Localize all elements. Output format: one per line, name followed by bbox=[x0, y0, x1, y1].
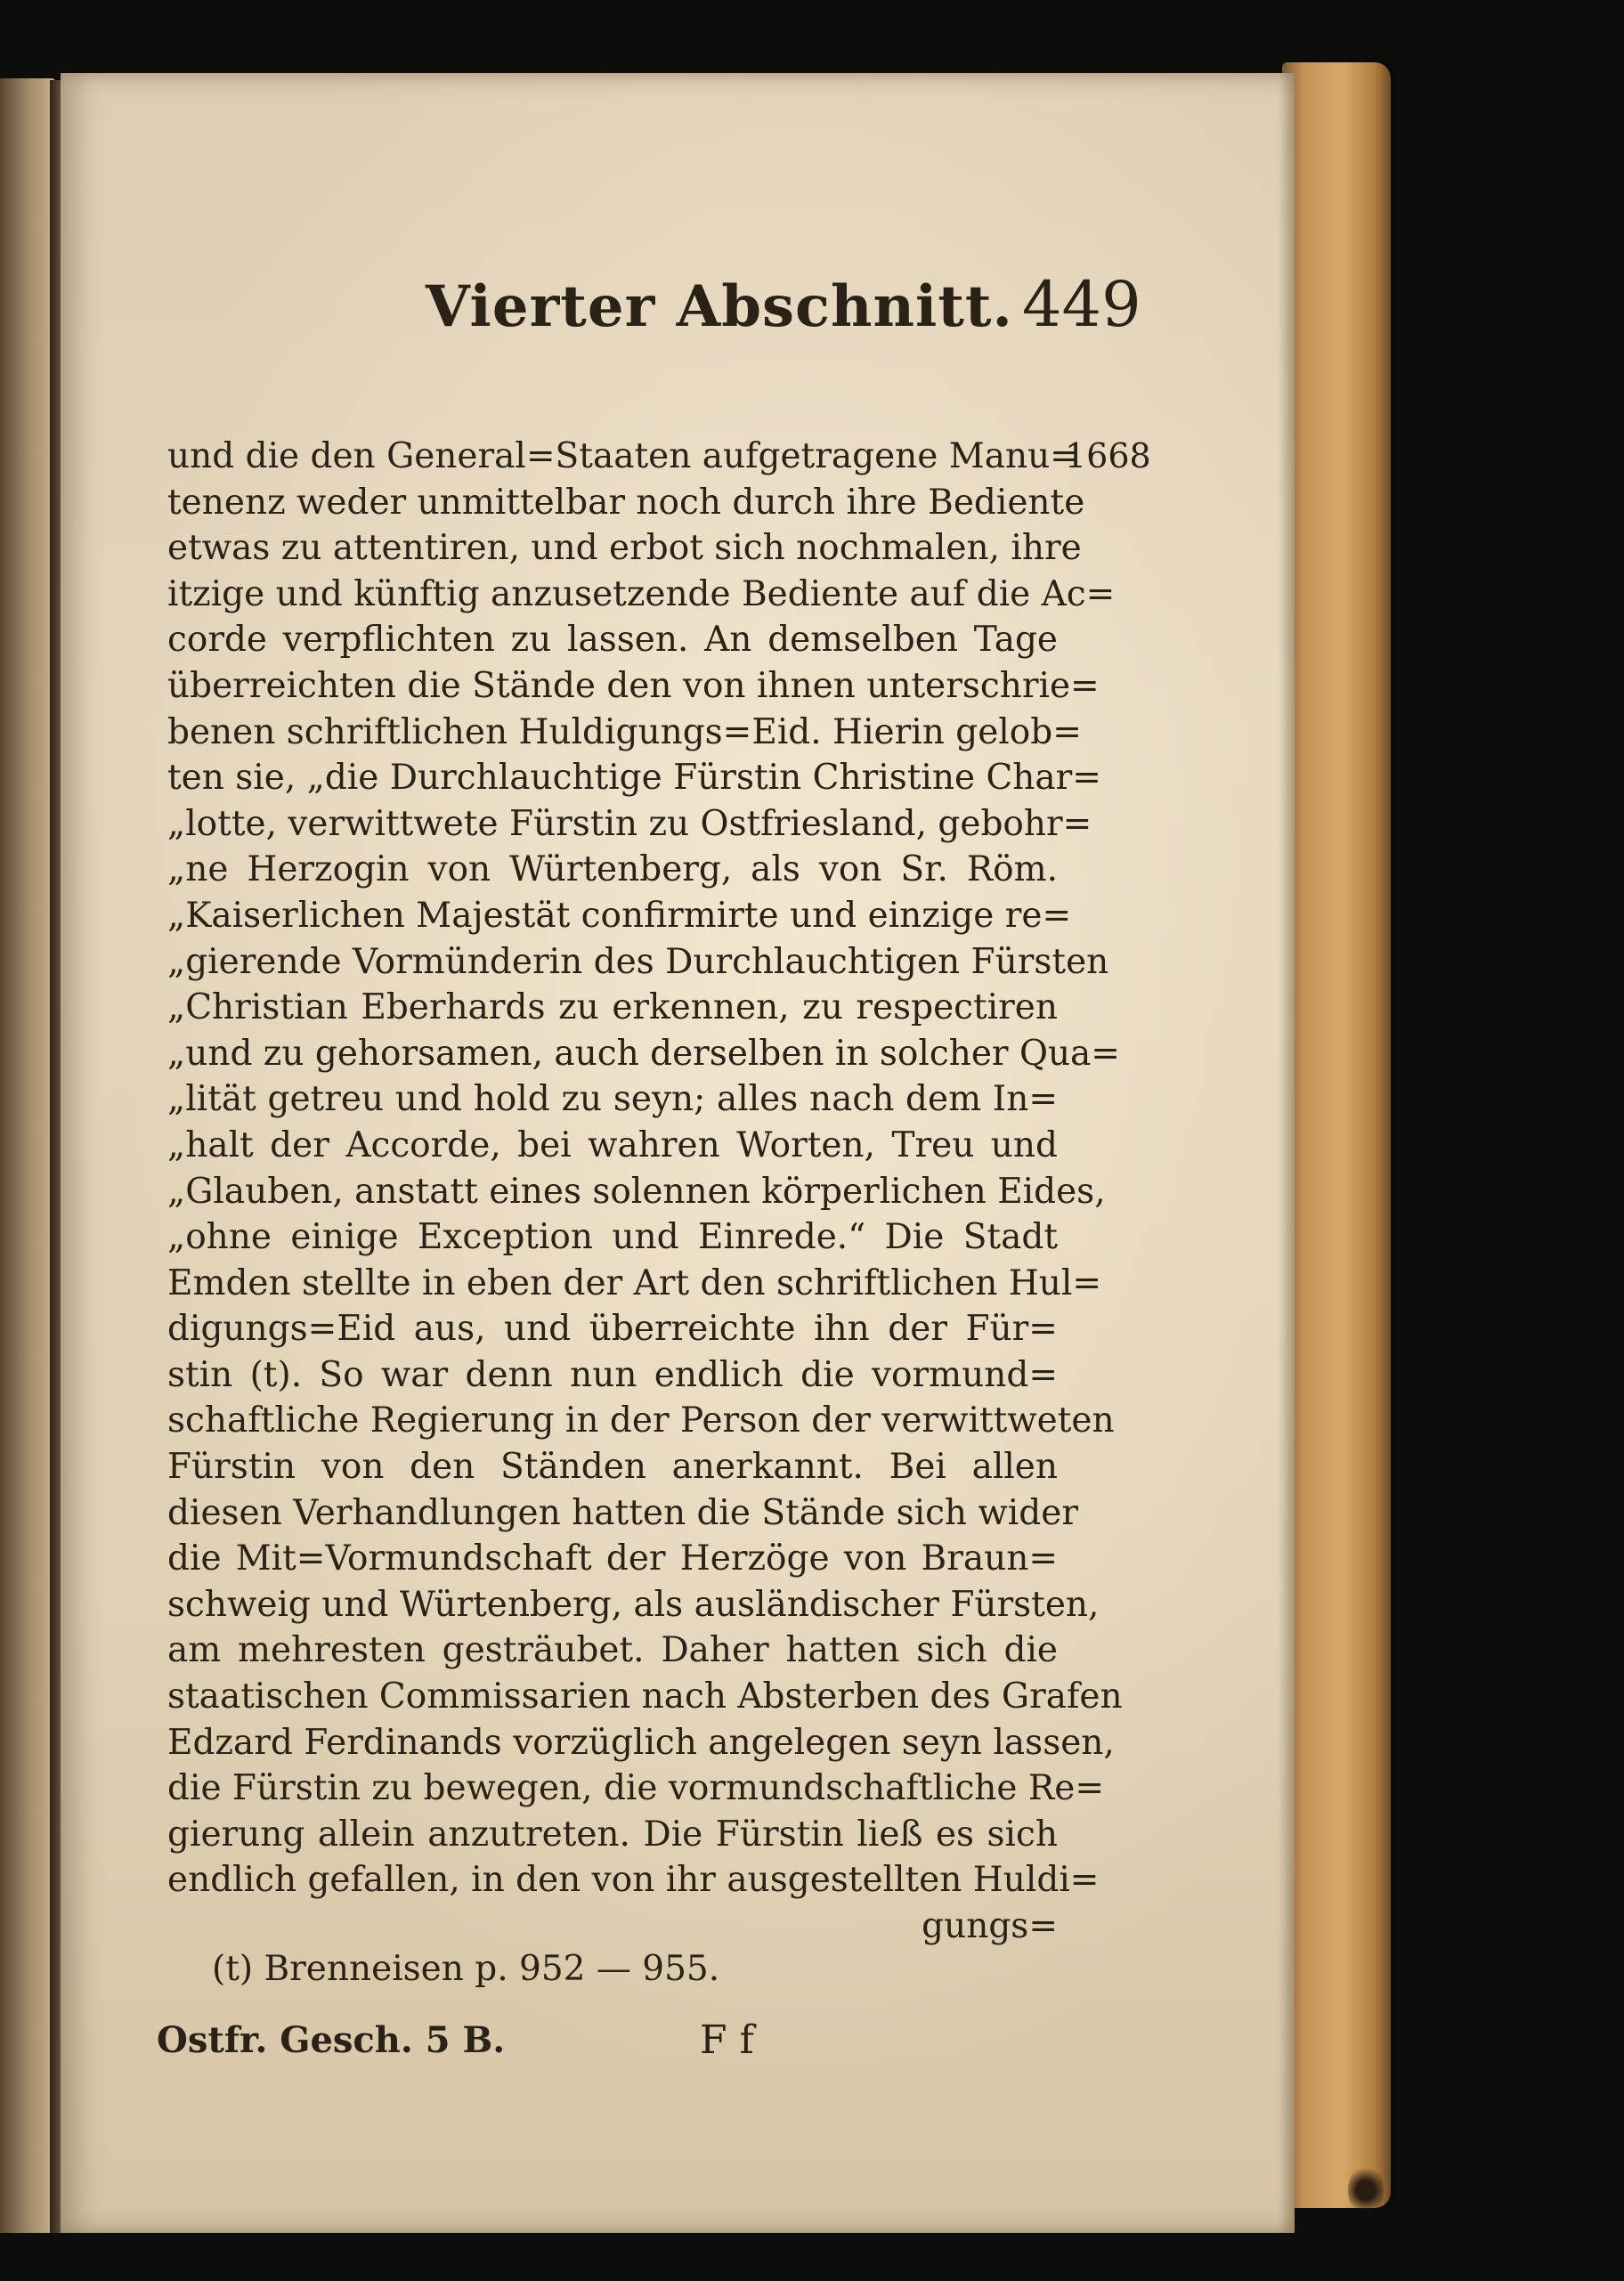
book-cover-edge bbox=[1282, 62, 1391, 2208]
text-line: und die den General=Staaten aufgetragene Manu= bbox=[167, 436, 1079, 476]
text-line: überreichten die Stände den von ihnen unterschrie= bbox=[167, 665, 1100, 706]
text-line: itzige und künftig anzusetzende Bediente auf die Ac= bbox=[167, 573, 1116, 614]
text-line: „Glauben, anstatt eines solennen körperlichen Eides, bbox=[167, 1171, 1106, 1212]
margin-year-note: 1668 bbox=[1065, 436, 1151, 475]
text-line: diesen Verhandlungen hatten die Stände sich wider bbox=[167, 1492, 1078, 1533]
facing-page-edge bbox=[0, 78, 55, 2233]
page-number: 449 bbox=[1022, 268, 1141, 341]
text-line: „gierende Vormünderin des Durchlauchtigen Fürsten bbox=[167, 941, 1109, 982]
text-line: Emden stellte in eben der Art den schriftlichen Hul= bbox=[167, 1262, 1102, 1303]
text-line: stin (t). So war denn nun endlich die vormund= bbox=[167, 1354, 1058, 1395]
text-line: „ohne einige Exception und Einrede.“ Die Stadt bbox=[167, 1217, 1058, 1258]
text-line: „lotte, verwittwete Fürstin zu Ostfriesland, gebohr= bbox=[167, 803, 1092, 844]
text-line: etwas zu attentiren, und erbot sich nochmalen, ihre bbox=[167, 528, 1082, 569]
text-line: staatischen Commissarien nach Absterben des Grafen bbox=[167, 1676, 1123, 1717]
text-line: die Mit=Vormundschaft der Herzöge von Braun= bbox=[167, 1538, 1058, 1579]
book-page bbox=[61, 73, 1295, 2233]
text-line: „ne Herzogin von Würtenberg, als von Sr. Röm. bbox=[167, 849, 1058, 890]
signature-line: Ostfr. Gesch. 5 B. bbox=[157, 2019, 506, 2061]
text-line: schweig und Würtenberg, als ausländischer Fürsten, bbox=[167, 1584, 1100, 1625]
text-line: endlich gefallen, in den von ihr ausgestellten Huldi= bbox=[167, 1860, 1100, 1901]
sheet-signature-mark: F f bbox=[700, 2017, 754, 2063]
text-line: „lität getreu und hold zu seyn; alles nach dem In= bbox=[167, 1079, 1058, 1120]
text-line: corde verpflichten zu lassen. An demselben Tage bbox=[167, 620, 1058, 661]
text-line: tenenz weder unmittelbar noch durch ihre Bediente bbox=[167, 482, 1085, 523]
text-line: „Kaiserlichen Majestät confirmirte und einzige re= bbox=[167, 895, 1072, 936]
text-line: gierung allein anzutreten. Die Fürstin ließ es sich bbox=[167, 1814, 1058, 1855]
text-line: digungs=Eid aus, und überreichte ihn der Für= bbox=[167, 1309, 1058, 1350]
text-line: „halt der Accorde, bei wahren Worten, Treu und bbox=[167, 1124, 1058, 1165]
text-line: Fürstin von den Ständen anerkannt. Bei allen bbox=[167, 1447, 1058, 1488]
text-line: ten sie, „die Durchlauchtige Fürstin Christine Char= bbox=[167, 758, 1101, 799]
running-head bbox=[167, 268, 1141, 380]
text-line: benen schriftlichen Huldigungs=Eid. Hierin gelob= bbox=[167, 711, 1082, 752]
text-line: die Fürstin zu bewegen, die vormundschaftliche Re= bbox=[167, 1768, 1105, 1809]
running-title: Vierter Abschnitt. bbox=[426, 273, 1013, 340]
text-line: am mehresten gesträubet. Daher hatten sich die bbox=[167, 1630, 1058, 1671]
text-line: „Christian Eberhards zu erkennen, zu respectiren bbox=[167, 987, 1058, 1028]
footnote: (t) Brenneisen p. 952 — 955. bbox=[212, 1949, 720, 1989]
text-line: Edzard Ferdinands vorzüglich angelegen seyn lassen, bbox=[167, 1722, 1115, 1763]
text-line: „und zu gehorsamen, auch derselben in solcher Qua= bbox=[167, 1033, 1120, 1074]
catchword: gungs= bbox=[922, 1906, 1058, 1946]
text-line: schaftliche Regierung in der Person der verwittweten bbox=[167, 1400, 1115, 1441]
